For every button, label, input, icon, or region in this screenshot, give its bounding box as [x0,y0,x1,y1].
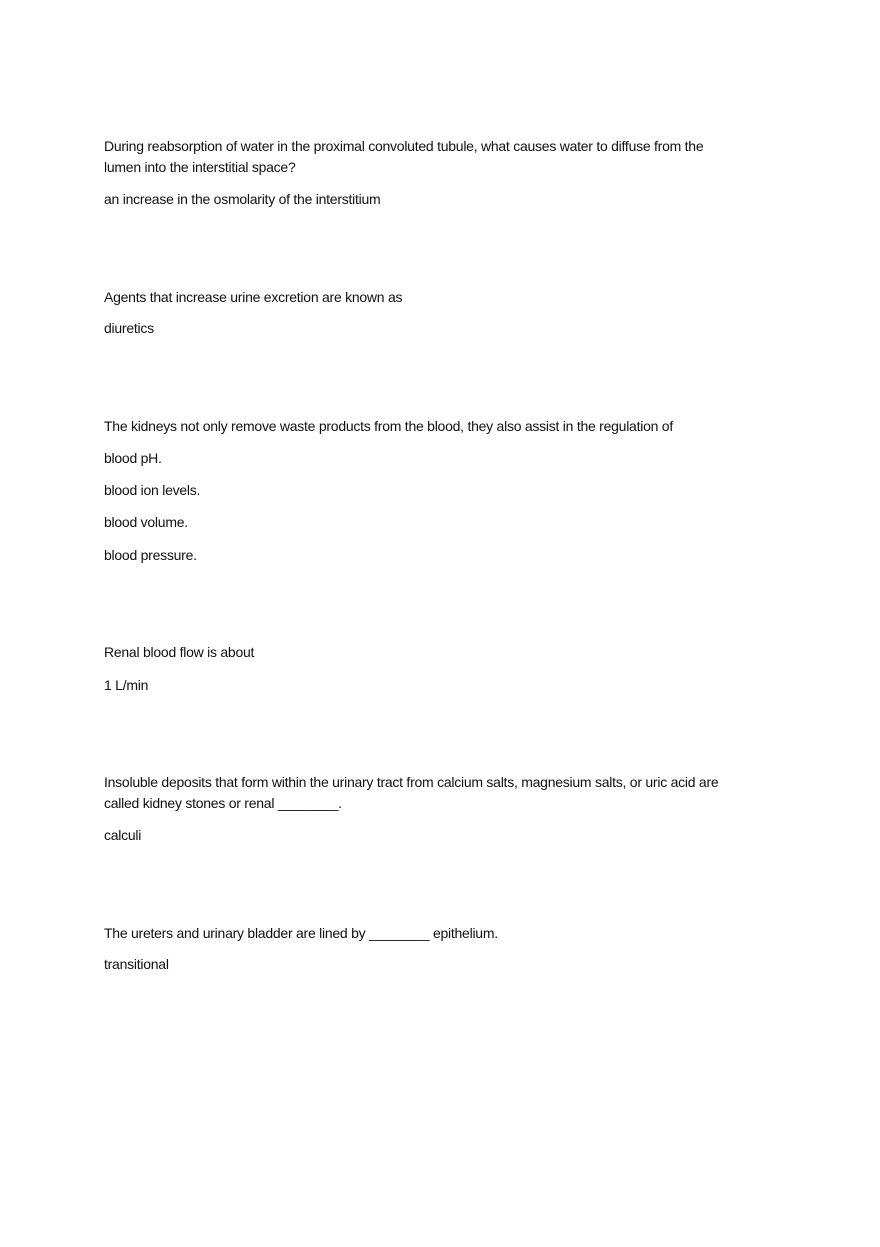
question-text: Agents that increase urine excretion are known as [104,289,403,305]
question-text: Insoluble deposits that form within the urinary tract from calcium salts, magnesium salts, or uric acid are [104,774,719,790]
answer-text: blood pH. [104,450,162,466]
question-text: lumen into the interstitial space? [104,159,296,175]
answer-text: an increase in the osmolarity of the interstitium [104,191,381,207]
question-text: During reabsorption of water in the proximal convoluted tubule, what causes water to diffuse from the [104,138,704,154]
answer-text: transitional [104,956,169,972]
question-text: The ureters and urinary bladder are lined by ________ epithelium. [104,925,498,941]
question-text: The kidneys not only remove waste products from the blood, they also assist in the regulation of [104,418,673,434]
answer-text: diuretics [104,320,154,336]
answer-text: 1 L/min [104,677,149,693]
answer-text: blood ion levels. [104,482,201,498]
question-text: Renal blood flow is about [104,644,255,660]
question-text: called kidney stones or renal ________. [104,795,342,811]
answer-text: blood pressure. [104,547,197,563]
answer-text: blood volume. [104,514,188,530]
answer-text: calculi [104,827,142,843]
